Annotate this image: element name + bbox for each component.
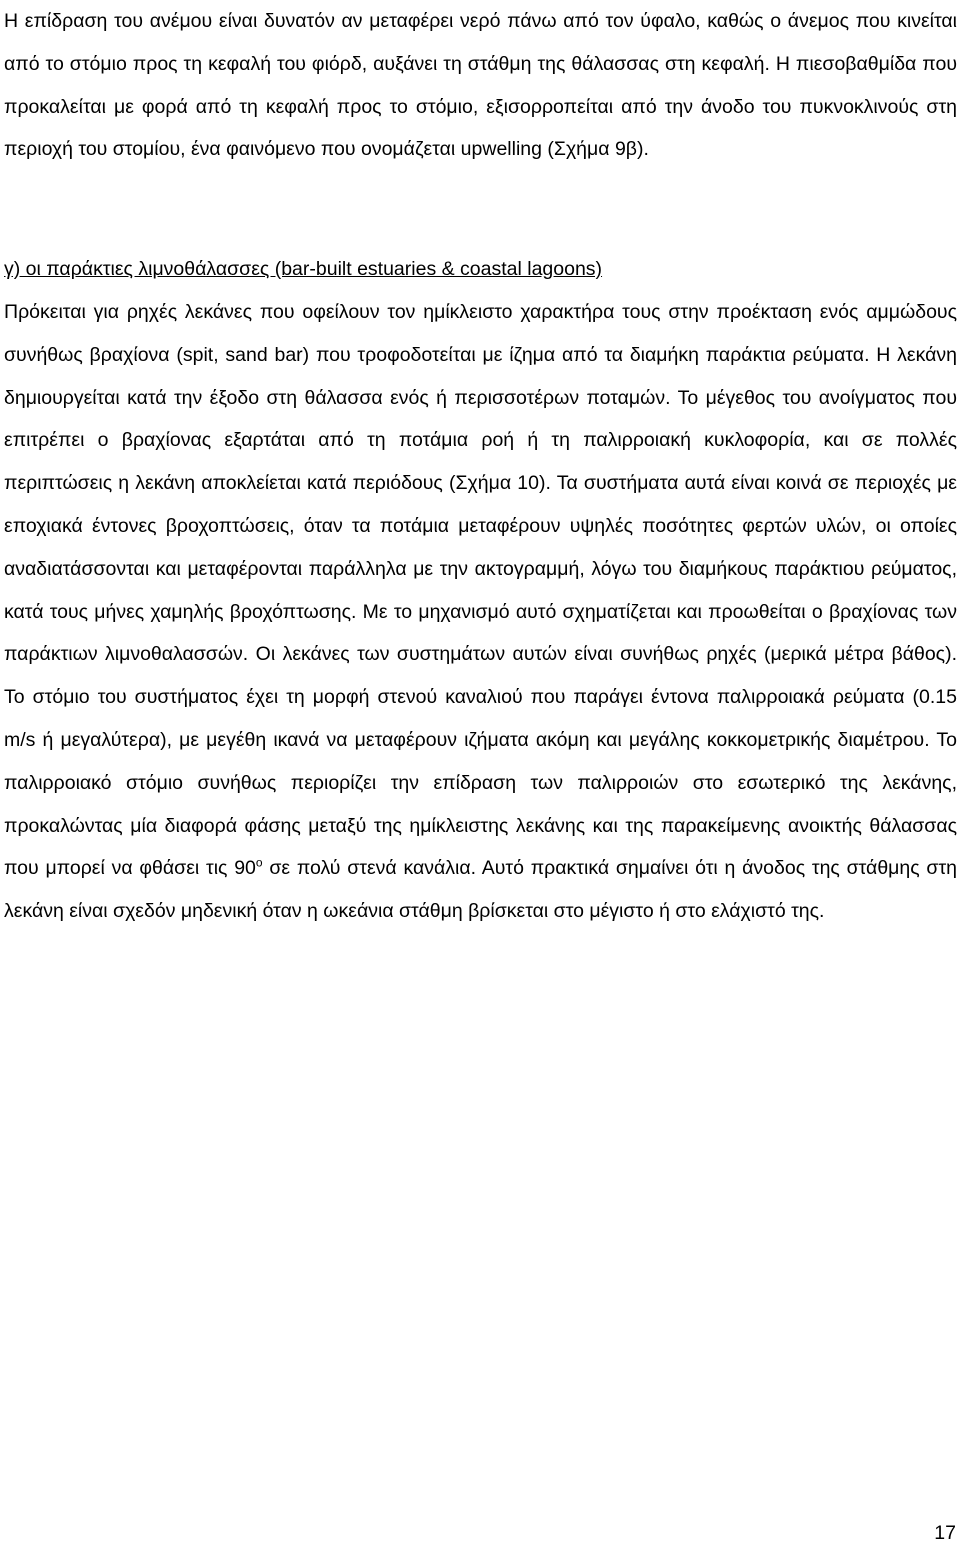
degree-superscript: ο — [255, 855, 263, 870]
page-number: 17 — [934, 1522, 956, 1544]
paragraph-text-part-2: σε πολύ στενά κανάλια. Αυτό πρακτικά σημαίνει ότι η άνοδος της στάθμης στη λεκάνη είναι σχεδόν μηδενική όταν η ωκεάνια στάθμη βρίσκεται στο μέγιστο ή στο ελάχιστό της. — [4, 857, 957, 923]
paragraph-text-part-1: Πρόκειται για ρηχές λεκάνες που οφείλουν τον ημίκλειστο χαρακτήρα τους στην προέκταση ενός αμμώδους συνήθως βραχίονα (spit, sand bar) που τροφοδοτείται με ίζημα από τα διαμήκη παράκτια ρεύματα. Η λεκάνη δημιουργείται κατά την έξοδο στη θάλασσα ενός ή περισσοτέρων ποταμών. Το μέγεθος του ανοίγματος που επιτρέπει ο βραχίονας εξαρτάται από τη ποτάμια ροή ή τη παλιρροιακή κυκλοφορία, και σε πολλές περιπτώσεις η λεκάνη αποκλείεται κατά περιόδους (Σχήμα 10). Τα συστήματα αυτά είναι κοινά σε περιοχές με εποχιακά έντονες βροχοπτώσεις, όταν τα ποτάμια μεταφέρουν υψηλές ποσότητες φερτών υλών, οι οποίες αναδιατάσσονται και μεταφέρονται παράλληλα με την ακτογραμμή, λόγω του διαμήκους παράκτιου ρεύματος, κατά τους μήνες χαμηλής βροχόπτωσης. Με το μηχανισμό αυτό σχηματίζεται και προωθείται ο βραχίονας των παράκτιων λιμνοθαλασσών. Οι λεκάνες των συστημάτων αυτών είναι συνήθως ρηχές (μερικά μέτρα βάθος). Το στόμιο του συστήματος έχει τη μορφή στενού καναλιού που παράγει έντονα παλιρροιακά ρεύματα (0.15 m/s ή μεγαλύτερα), με μεγέθη ικανά να μεταφέρουν ιζήματα ακόμη και μεγάλης κοκκομετρικής διαμέτρου. Το παλιρροιακό στόμιο συνήθως περιορίζει την επίδραση των παλιρροιών στο εσωτερικό της λεκάνης, προκαλώντας μία διαφορά φάσης μεταξύ της ημίκλειστης λεκάνης και της παρακείμενης ανοικτής θάλασσας που μπορεί να φθάσει τις 90 — [4, 301, 957, 880]
section-heading-coastal-lagoons: γ) οι παράκτιες λιμνοθάλασσες (bar-built estuaries & coastal lagoons) — [4, 258, 603, 280]
body-paragraph-coastal-lagoons — [4, 291, 957, 933]
body-paragraph-upwelling: Η επίδραση του ανέμου είναι δυνατόν αν μεταφέρει νερό πάνω από τον ύφαλο, καθώς ο άνεμος που κινείται από το στόμιο προς τη κεφαλή του φιόρδ, αυξάνει τη στάθμη της θάλασσας στη κεφαλή. Η πιεσοβαθμίδα που προκαλείται με φορά από τη κεφαλή προς το στόμιο, εξισορροπείται από την άνοδο του πυκνοκλινούς στη περιοχή του στομίου, ένα φαινόμενο που ονομάζεται upwelling (Σχήμα 9β). — [4, 10, 957, 161]
